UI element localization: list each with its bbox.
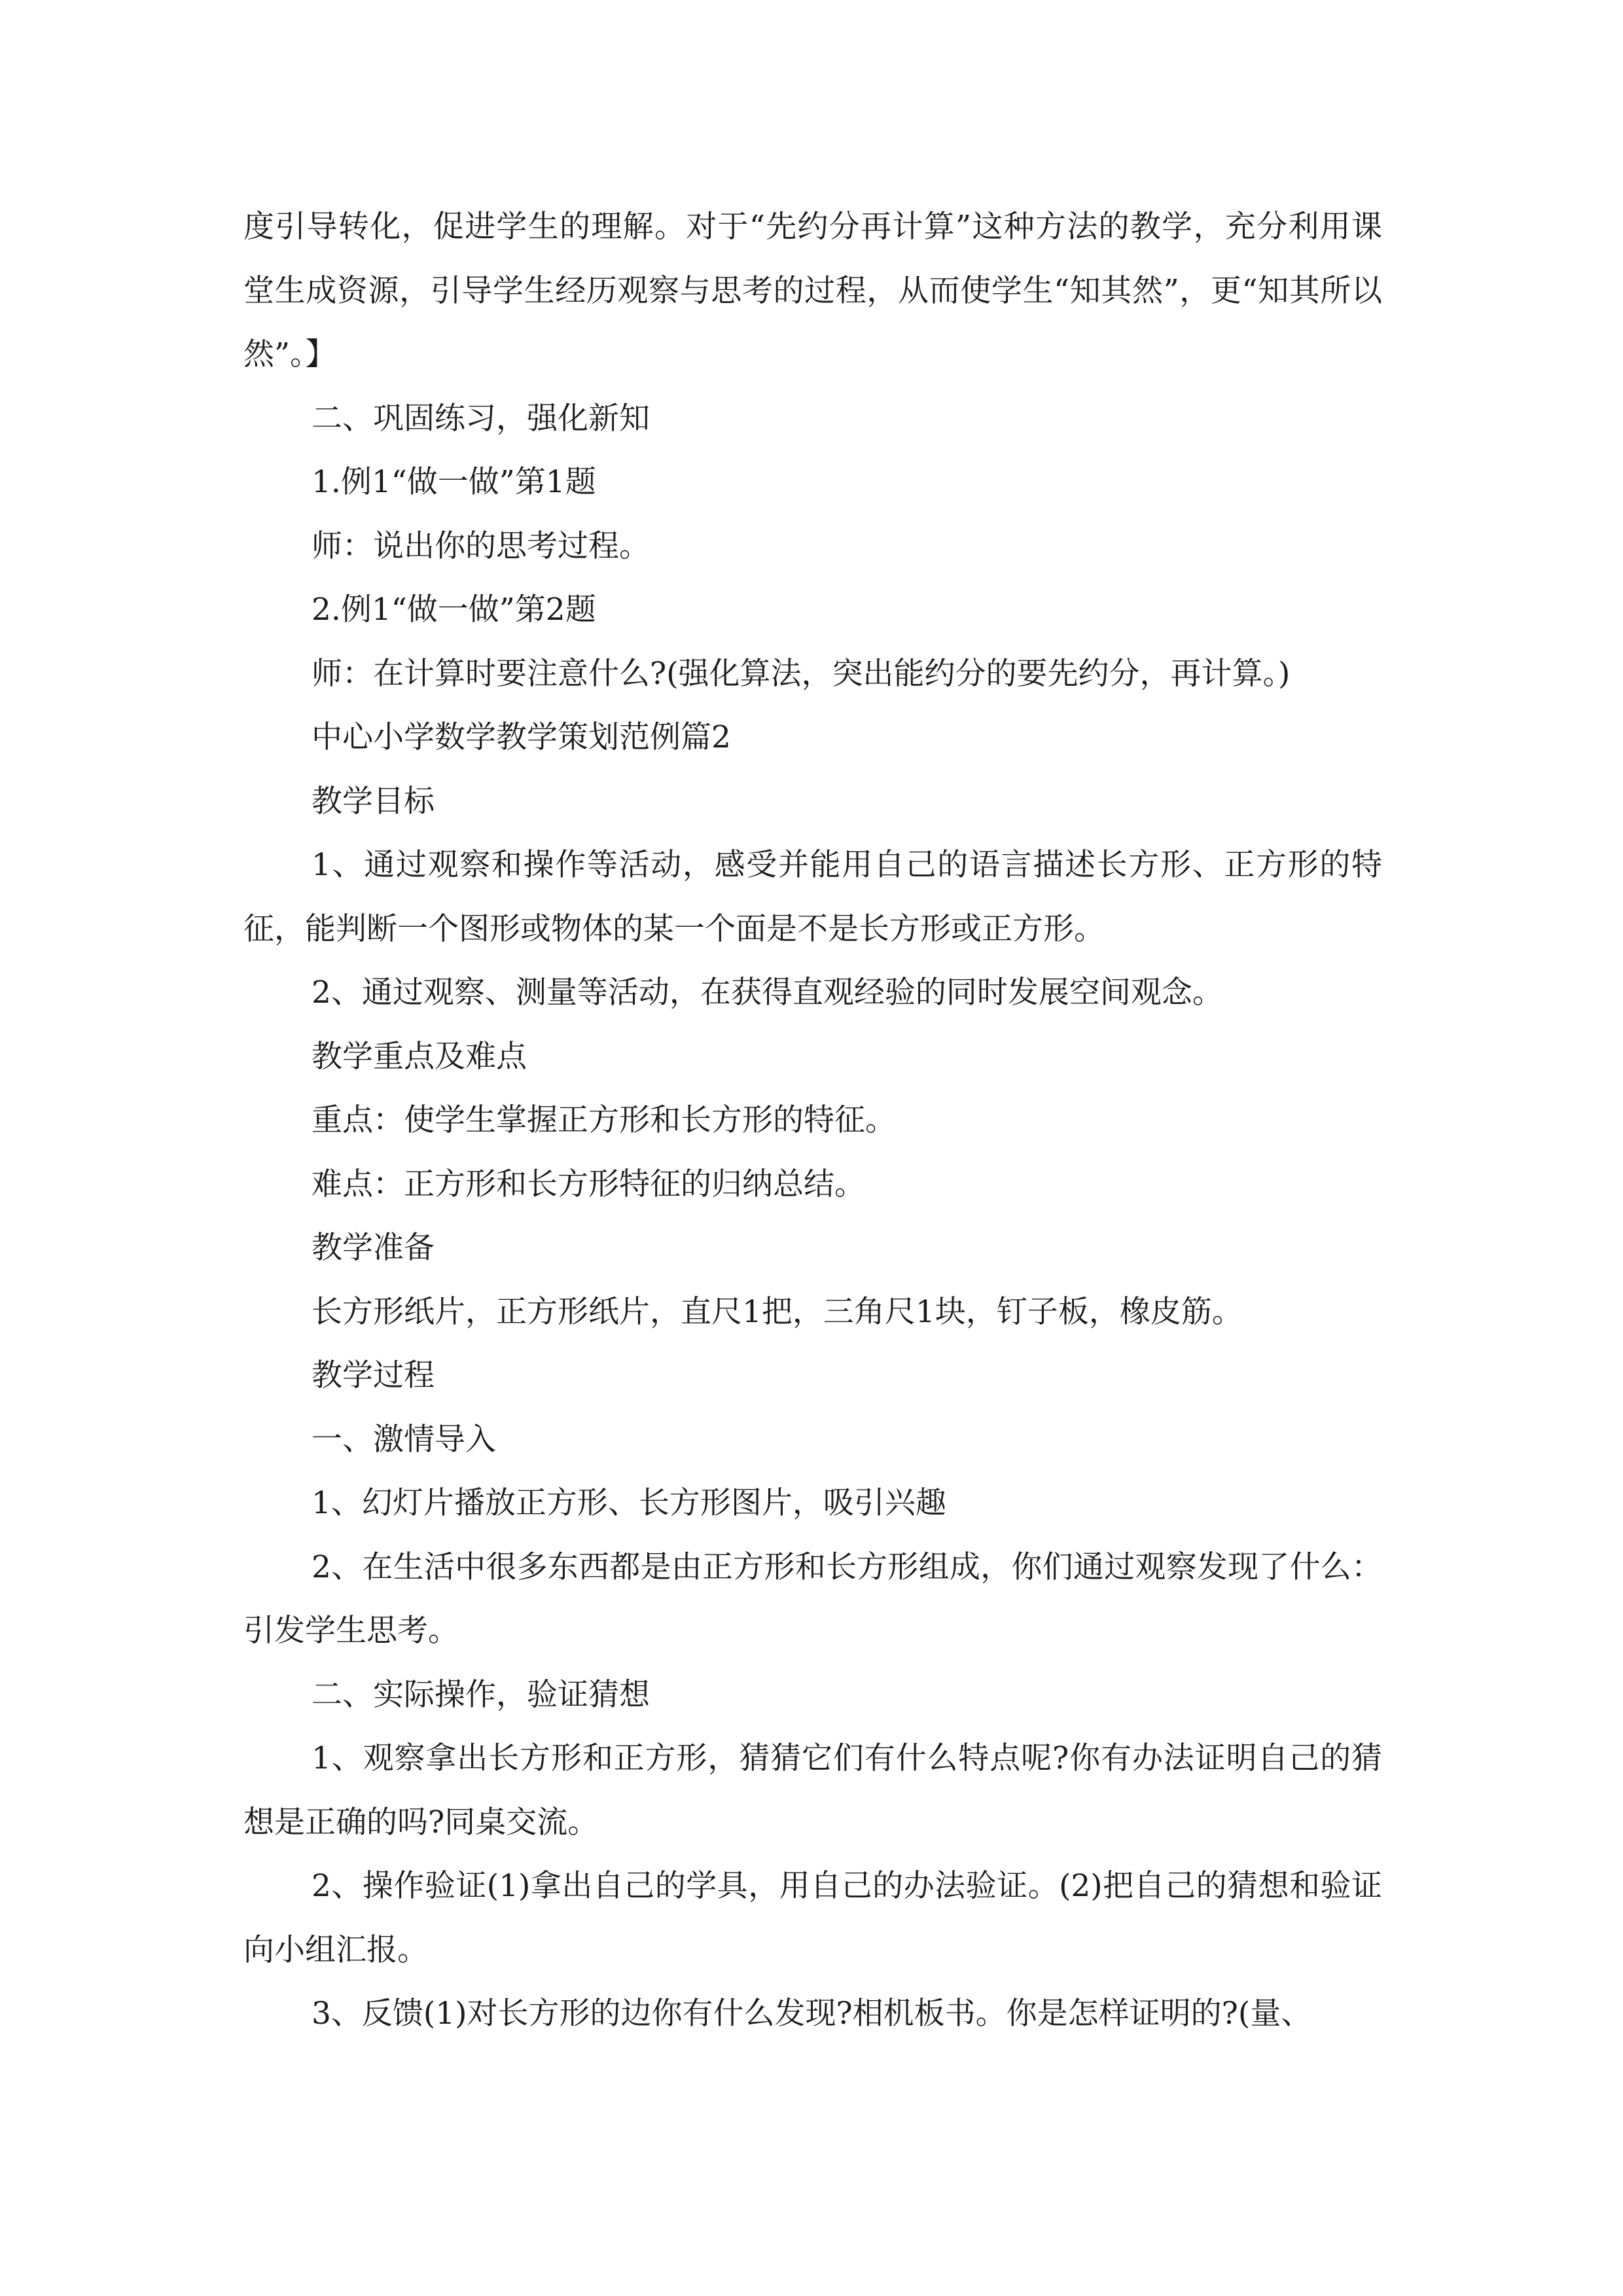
document-body: [243, 195, 1382, 2046]
paragraph: 度引导转化，促进学生的理解。对于“先约分再计算”这种方法的教学，充分利用课堂生成资源，引导学生经历观察与思考的过程，从而使学生“知其然”，更“知其所以然”。】: [243, 209, 1382, 372]
paragraph: 1、观察拿出长方形和正方形，猜猜它们有什么特点呢?你有办法证明自己的猜想是正确的吗?同桌交流。: [243, 1740, 1382, 1840]
section-heading: 教学目标: [312, 783, 435, 819]
paragraph: 重点：使学生掌握正方形和长方形的特征。: [312, 1102, 896, 1138]
section-heading: 教学准备: [312, 1230, 435, 1266]
paragraph: 2、操作验证(1)拿出自己的学具，用自己的办法验证。(2)把自己的猜想和验证向小组汇报。: [243, 1868, 1382, 1968]
section-heading: 教学重点及难点: [312, 1038, 527, 1075]
paragraph: 1.例1“做一做”第1题: [312, 464, 596, 500]
paragraph: 师：说出你的思考过程。: [312, 528, 650, 564]
paragraph: 难点：正方形和长方形特征的归纳总结。: [312, 1166, 865, 1202]
paragraph: 2.例1“做一做”第2题: [312, 592, 596, 628]
paragraph: 1、通过观察和操作等活动，感受并能用自己的语言描述长方形、正方形的特征，能判断一个图形或物体的某一个面是不是长方形或正方形。: [243, 847, 1382, 947]
paragraph: 2、在生活中很多东西都是由正方形和长方形组成，你们通过观察发现了什么：引发学生思考。: [243, 1549, 1382, 1649]
section-heading: 一、激情导入: [312, 1421, 496, 1458]
article-title: 中心小学数学教学策划范例篇2: [312, 719, 731, 755]
paragraph: 师：在计算时要注意什么?(强化算法，突出能约分的要先约分，再计算。): [312, 655, 1291, 692]
section-heading: 二、实际操作，验证猜想: [312, 1676, 650, 1713]
paragraph: 1、幻灯片播放正方形、长方形图片，吸引兴趣: [312, 1485, 946, 1521]
section-heading: 教学过程: [312, 1357, 435, 1393]
paragraph: 长方形纸片，正方形纸片，直尺1把，三角尺1块，钉子板，橡皮筋。: [312, 1293, 1243, 1330]
section-heading: 二、巩固练习，强化新知: [312, 400, 650, 437]
paragraph: 2、通过观察、测量等活动，在获得直观经验的同时发展空间观念。: [312, 975, 1223, 1011]
paragraph: 3、反馈(1)对长方形的边你有什么发现?相机板书。你是怎样证明的?(量、: [312, 1996, 1312, 2032]
